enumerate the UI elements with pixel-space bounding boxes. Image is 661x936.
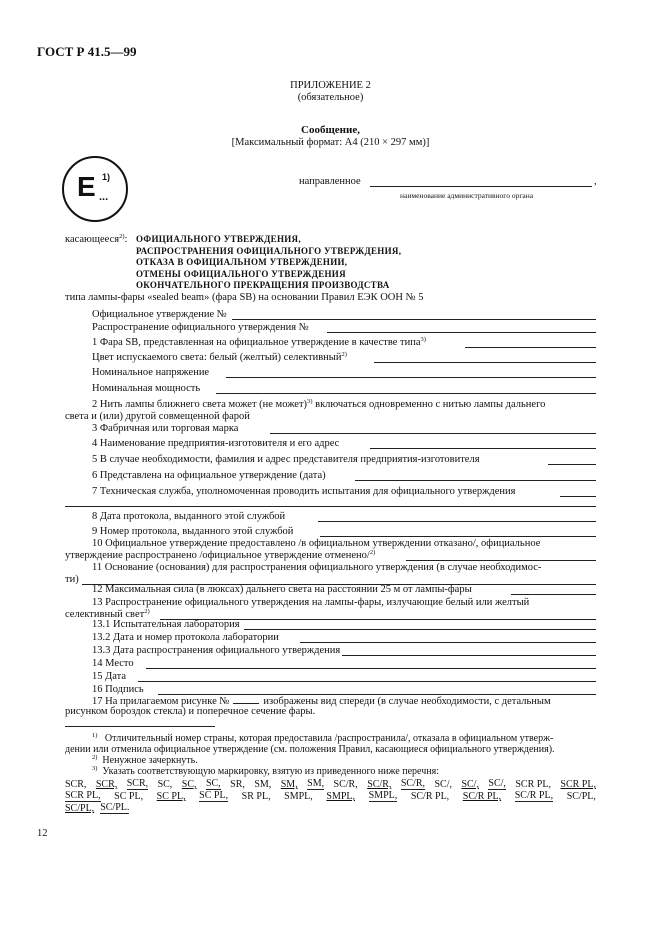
extension-no-line[interactable]	[327, 332, 596, 333]
field-10: 10 Официальное утверждение предоставлено /в официальном утверждении отказано/, официальное	[92, 538, 541, 549]
marks-line-2	[65, 791, 596, 802]
marking-code: SC PL,	[114, 791, 144, 802]
marking-code: SC/PL,	[65, 803, 95, 814]
marking-code: SC/,	[488, 778, 506, 789]
marking-code: SCR PL,	[560, 779, 596, 790]
footnote-1: $^{1)}$ Отличительный номер страны, которая предоставила /распространила/, отказала в официальном утверж-	[92, 732, 554, 744]
field-13-2-line[interactable]	[300, 642, 596, 643]
field-15: 15 Дата	[92, 671, 127, 682]
field-10-line[interactable]	[406, 560, 596, 561]
field-7-line-2[interactable]	[65, 506, 596, 507]
field-14: 14 Место	[92, 658, 134, 669]
field-16: 16 Подпись	[92, 684, 144, 695]
field-1-line[interactable]	[465, 347, 596, 348]
field-17: 17 На прилагаемом рисунке № изображены вид спереди (в случае необходимости, с детальным	[92, 696, 551, 707]
marking-code: SC/R PL,	[514, 790, 554, 801]
field-approval-no: Официальное утверждение №	[92, 309, 227, 320]
field-13-1: 13.1 Испытательная лаборатория	[92, 619, 240, 630]
field-6-line[interactable]	[355, 480, 596, 481]
field-13-1-line[interactable]	[244, 629, 596, 630]
footnote-3: $^{3)}$ Указать соответствующую маркировку, взятую из приведенного ниже перечня:	[92, 765, 439, 777]
concerning-item: ОТКАЗА В ОФИЦИАЛЬНОМ УТВЕРЖДЕНИИ,	[136, 257, 348, 268]
marking-code: SCR PL,	[515, 779, 551, 790]
field-extension-no: Распространение официального утверждения №	[92, 322, 309, 333]
concerning-item: ОКОНЧАТЕЛЬНОГО ПРЕКРАЩЕНИЯ ПРОИЗВОДСТВА	[136, 280, 390, 291]
field-17-cont: рисунком бороздок стекла) и поперечное сечение фары.	[65, 706, 316, 717]
marking-code: SM,	[254, 779, 272, 790]
footnote-separator	[65, 726, 215, 727]
page-number: 12	[37, 828, 48, 839]
field-13-3: 13.3 Дата распространения официального утверждения	[92, 645, 341, 656]
concerning-item: РАСПРОСТРАНЕНИЯ ОФИЦИАЛЬНОГО УТВЕРЖДЕНИЯ,	[136, 245, 402, 256]
footnote-2: $^{2)}$ Ненужное зачеркнуть.	[92, 754, 198, 766]
marking-code: SMPL,	[368, 790, 398, 801]
marking-code: SC,	[181, 779, 197, 790]
marking-code: SC/R,	[367, 779, 392, 790]
marking-code: SC/PL.	[100, 802, 130, 813]
field-2: 2 Нить лампы ближнего света может (не может)$^{3)}$ включаться одновременно с нитью лампы дальнего	[92, 398, 546, 410]
field-8-line[interactable]	[318, 521, 596, 522]
field-3-line[interactable]	[270, 433, 596, 434]
field-3: 3 Фабричная или торговая марка	[92, 423, 239, 434]
marking-code: SC PL,	[199, 790, 229, 801]
field-5: 5 В случае необходимости, фамилия и адрес представителя предприятия-изготовителя	[92, 454, 480, 465]
concerning-item: ОФИЦИАЛЬНОГО УТВЕРЖДЕНИЯ,	[136, 234, 301, 244]
message-format: [Максимальный формат: А4 (210 × 297 мм)]	[231, 137, 430, 148]
field-4: 4 Наименование предприятия-изготовителя и его адрес	[92, 438, 340, 449]
marking-code: SC,	[205, 778, 221, 789]
marking-code: SC/R PL,	[410, 791, 450, 802]
marks-line-1	[65, 779, 596, 790]
field-13: 13 Распространение официального утверждения на лампы-фары, излучающие белый или желтый	[92, 597, 530, 608]
color-line[interactable]	[374, 362, 596, 363]
field-5-line[interactable]	[548, 464, 596, 465]
field-12: 12 Максимальная сила (в люксах) дальнего света на расстоянии 25 м от лампы-фары	[92, 584, 472, 595]
field-11: 11 Основание (основания) для распространения официального утверждения (в случае необходимос-	[92, 562, 542, 573]
marking-code: SCR,	[65, 779, 87, 790]
field-9-line[interactable]	[320, 536, 596, 537]
field-4-line[interactable]	[370, 448, 596, 449]
field-1: 1 Фара SB, представленная на официальное утверждение в качестве типа$^{3)}$	[92, 336, 426, 348]
field-10-cont: утверждение распространено /официальное утверждение отменено/$^{2)}$	[65, 549, 376, 561]
field-11-cont: ти)	[65, 574, 79, 585]
marking-code: SC,	[157, 779, 173, 790]
approval-emblem	[62, 156, 128, 222]
field-power: Номинальная мощность	[92, 383, 201, 394]
emblem-superscript: 1)	[102, 172, 111, 182]
marks-line-3	[65, 803, 129, 814]
field-voltage: Номинальное напряжение	[92, 367, 210, 378]
emblem-dots: ...	[99, 191, 109, 203]
field-14-line[interactable]	[146, 668, 596, 669]
concerning-list	[136, 234, 401, 292]
marking-code: SC/R,	[333, 779, 358, 790]
standard-code: ГОСТ Р 41.5—99	[37, 44, 137, 59]
field-7: 7 Техническая служба, уполномоченная проводить испытания для официального утверждения	[92, 486, 516, 497]
field-8: 8 Дата протокола, выданного этой службой	[92, 511, 286, 522]
field-13-cont: селективный свет$^{2)}$	[65, 608, 150, 620]
power-line[interactable]	[216, 393, 596, 394]
footnote-1-cont: дении или отменила официальное утверждение (см. положения Правил, касающиеся официального утверждения).	[65, 744, 555, 755]
field-13-2: 13.2 Дата и номер протокола лаборатории	[92, 632, 279, 643]
concerning-label: касающееся$^{2)}$:	[65, 233, 128, 245]
marking-code: SC/PL,	[566, 791, 596, 802]
voltage-line[interactable]	[226, 377, 596, 378]
marking-code: SCR,	[95, 779, 118, 790]
field-13-3-line[interactable]	[342, 655, 596, 656]
sent-caption: наименование административного органа	[400, 191, 534, 200]
field-15-line[interactable]	[138, 681, 596, 682]
marking-code: SMPL,	[284, 791, 313, 802]
field-12-line[interactable]	[511, 594, 596, 595]
sent-comma: ,	[594, 176, 597, 187]
field-color: Цвет испускаемого света: белый (желтый) селективный$^{2)}$	[92, 351, 347, 363]
marking-code: SC/,	[461, 779, 479, 790]
marking-code: SM,	[307, 778, 325, 789]
message-title: Сообщение,	[301, 124, 360, 136]
concerning-item: ОТМЕНЫ ОФИЦИАЛЬНОГО УТВЕРЖДЕНИЯ	[136, 268, 346, 279]
field-2-cont: света и (или) другой совмещенной фарой	[65, 411, 250, 422]
marking-code: SM,	[280, 779, 298, 790]
emblem-letter: E	[77, 171, 96, 202]
marking-code: SR,	[230, 779, 245, 790]
marking-code: SC/R,	[400, 778, 426, 789]
annex-title: ПРИЛОЖЕНИЕ 2	[290, 80, 371, 91]
marking-code: SCR,	[126, 778, 149, 789]
marking-code: SCR PL,	[65, 790, 101, 801]
field-6: 6 Представлена на официальное утверждение (дата)	[92, 470, 326, 481]
marking-code: SMPL,	[326, 791, 356, 802]
annex-subtitle: (обязательное)	[297, 92, 364, 103]
marking-code: SR PL,	[241, 791, 271, 802]
approval-no-line[interactable]	[232, 319, 596, 320]
field-7-line[interactable]	[560, 496, 596, 497]
sent-label: направленное	[299, 176, 361, 187]
field-9: 9 Номер протокола, выданного этой службой	[92, 526, 294, 537]
marking-code: SC PL,	[156, 791, 186, 802]
marking-code: SC/R PL,	[462, 791, 502, 802]
marking-code: SC/,	[434, 779, 452, 790]
sent-line[interactable]	[370, 186, 592, 187]
lamp-type-text: типа лампы-фары «sealed beam» (фара SB) на основании Правил ЕЭК ООН № 5	[65, 292, 424, 303]
